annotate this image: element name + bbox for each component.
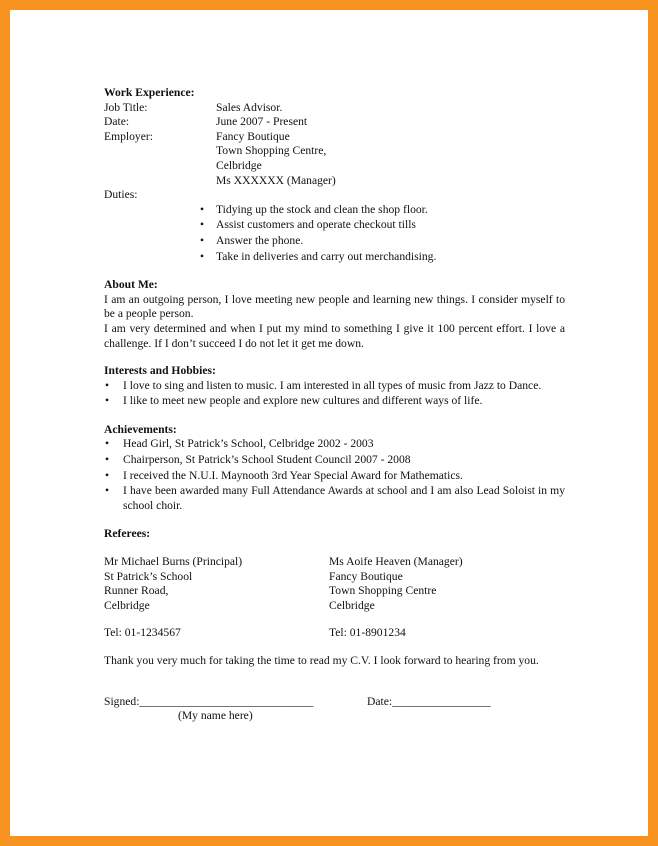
interests-heading: Interests and Hobbies:	[104, 364, 216, 378]
referee-2	[329, 555, 554, 641]
referee-1	[104, 555, 329, 641]
about-me-heading: About Me:	[104, 278, 158, 292]
referee-1-line: Celbridge	[104, 598, 150, 612]
referee-2-line: Ms Aoife Heaven (Manager)	[329, 555, 463, 569]
referee-1-line: St Patrick’s School	[104, 569, 193, 583]
date-label: Date:	[104, 115, 130, 129]
employer-line: Fancy Boutique	[216, 129, 290, 143]
duties-label: Duties:	[104, 188, 138, 202]
interest-item: • I love to sing and listen to music. I am interested in all types of music from Jazz to Dance.	[104, 379, 565, 394]
duties-list	[104, 203, 565, 264]
employer-line: Ms XXXXXX (Manager)	[216, 173, 336, 187]
achievements-list	[104, 437, 565, 513]
interest-item: • I like to meet new people and explore new cultures and different ways of life.	[104, 394, 565, 409]
employer-row	[104, 130, 565, 188]
date-line: Date:_________________	[367, 694, 491, 708]
referee-1-tel: Tel: 01-1234567	[104, 626, 181, 640]
name-hint: (My name here)	[178, 709, 253, 723]
job-title-label: Job Title:	[104, 100, 148, 114]
referees-block	[104, 555, 565, 641]
signed-line: Signed:______________________________	[104, 694, 314, 708]
achievements-heading: Achievements:	[104, 422, 177, 436]
duty-item: • Take in deliveries and carry out merchandising.	[198, 250, 565, 265]
employer-value	[216, 130, 565, 188]
date-row	[104, 115, 565, 130]
achievement-item: • I have been awarded many Full Attendance Awards at school and I am also Lead Soloist in my school choir.	[104, 484, 565, 513]
job-title-value: Sales Advisor.	[216, 100, 283, 114]
achievement-item: • Chairperson, St Patrick’s School Student Council 2007 - 2008	[104, 453, 565, 468]
duty-item: • Answer the phone.	[198, 234, 565, 249]
achievement-item: • Head Girl, St Patrick’s School, Celbridge 2002 - 2003	[104, 437, 565, 452]
job-title-row	[104, 101, 565, 116]
duty-item: • Assist customers and operate checkout tills	[198, 218, 565, 233]
referee-2-tel: Tel: 01-8901234	[329, 626, 406, 640]
employer-line: Celbridge	[216, 158, 262, 172]
employer-line: Town Shopping Centre,	[216, 144, 327, 158]
employer-label: Employer:	[104, 129, 153, 143]
about-paragraph-2: I am very determined and when I put my mind to something I give it 100 percent effort. I love a challenge. If I don’t succeed I do not let it get me down.	[104, 321, 565, 350]
referee-2-line: Fancy Boutique	[329, 569, 403, 583]
cv-page	[10, 10, 648, 836]
referee-2-line: Town Shopping Centre	[329, 584, 437, 598]
referees-heading: Referees:	[104, 527, 151, 541]
about-paragraph-1: I am an outgoing person, I love meeting new people and learning new things. I consider myself to be a people person.	[104, 292, 565, 321]
referee-1-line: Runner Road,	[104, 584, 169, 598]
date-value: June 2007 - Present	[216, 115, 308, 129]
referee-2-line: Celbridge	[329, 598, 375, 612]
duty-item: • Tidying up the stock and clean the shop floor.	[198, 203, 565, 218]
work-experience-heading: Work Experience:	[104, 86, 195, 99]
interests-list	[104, 379, 565, 409]
achievement-item: • I received the N.U.I. Maynooth 3rd Year Special Award for Mathematics.	[104, 469, 565, 484]
signature-row	[104, 695, 565, 710]
referee-1-line: Mr Michael Burns (Principal)	[104, 555, 243, 569]
thank-you-text: Thank you very much for taking the time to read my C.V. I look forward to hearing from you.	[104, 654, 539, 667]
cv-document	[104, 86, 565, 724]
